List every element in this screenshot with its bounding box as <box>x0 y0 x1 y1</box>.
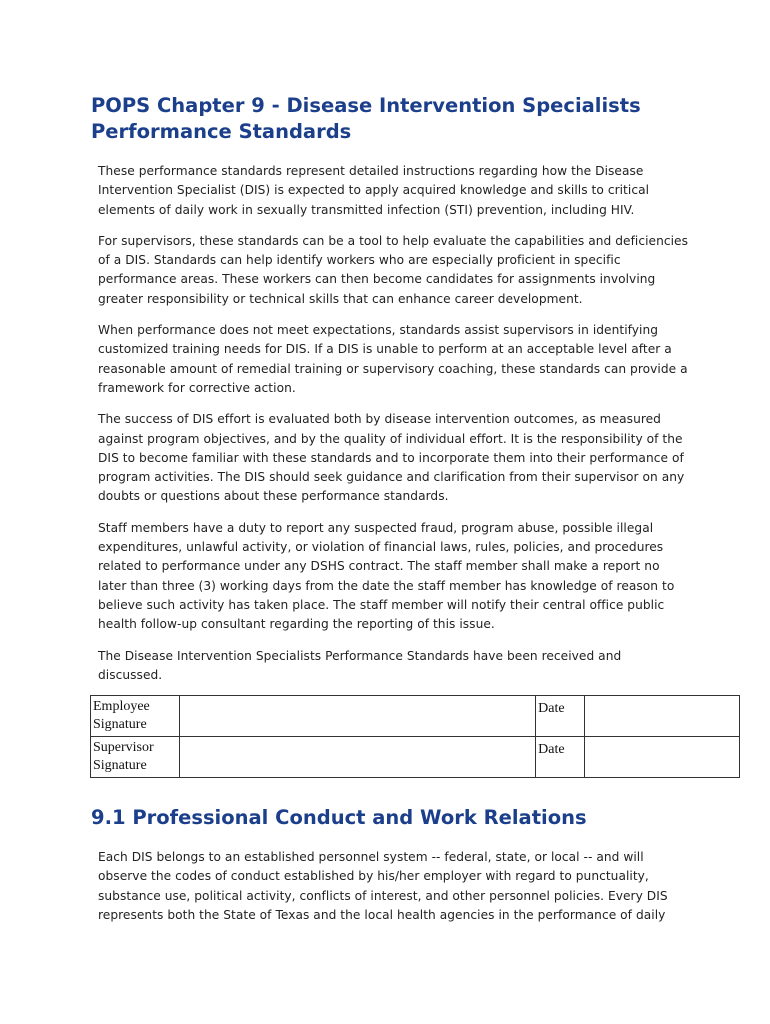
paragraph-conduct: Each DIS belongs to an established personnel system -- federal, state, or local -- and will observe the codes of conduct established by his/her employer with regard to punctuality, substance use, political activity, conflicts of interest, and other personnel policies. Every DIS represents both the State of Texas and the local health agencies in the performance of daily <box>98 850 668 922</box>
signature-table <box>90 695 740 778</box>
employee-date-field[interactable] <box>584 696 739 737</box>
intro-body <box>98 162 688 685</box>
signature-row-supervisor <box>91 737 740 778</box>
supervisor-signature-field[interactable] <box>179 737 535 778</box>
section-heading-9-1: 9.1 Professional Conduct and Work Relations <box>91 806 587 829</box>
section-9-1-body <box>98 848 688 925</box>
paragraph-intro: These performance standards represent detailed instructions regarding how the Disease Intervention Specialist (DIS) is expected to apply acquired knowledge and skills to critical elements of daily work in sexually transmitted infection (STI) prevention, including HIV. <box>98 164 650 217</box>
supervisor-signature-label: Supervisor Signature <box>91 737 180 778</box>
supervisor-date-field[interactable] <box>584 737 739 778</box>
employee-signature-label: Employee Signature <box>91 696 180 737</box>
supervisor-date-label: Date <box>536 737 585 778</box>
employee-signature-field[interactable] <box>179 696 535 737</box>
paragraph-success: The success of DIS effort is evaluated both by disease intervention outcomes, as measured against program objectives, and by the quality of individual effort. It is the responsibility of the DIS to become familiar with these standards and to incorporate them into their performance of program activities. The DIS should seek guidance and clarification from their supervisor on any doubts or questions about these performance standards. <box>98 412 685 504</box>
page-title: POPS Chapter 9 - Disease Intervention Specialists Performance Standards <box>91 94 641 143</box>
employee-date-label: Date <box>536 696 585 737</box>
paragraph-expectations: When performance does not meet expectations, standards assist supervisors in identifying customized training needs for DIS. If a DIS is unable to perform at an acceptable level after a reasonable amount of remedial training or supervisory coaching, these standards can provide a framework for corrective action. <box>98 323 688 395</box>
paragraph-supervisors: For supervisors, these standards can be a tool to help evaluate the capabilities and deficiencies of a DIS. Standards can help identify workers who are especially proficient in specific performance areas. These workers can then become candidates for assignments involving greater responsibility or technical skills that can enhance career development. <box>98 233 688 306</box>
paragraph-reporting: Staff members have a duty to report any suspected fraud, program abuse, possible illegal expenditures, unlawful activity, or violation of financial laws, rules, policies, and procedures related to performance under any DSHS contract. The staff member shall make a report no later than three (3) working days from the date the staff member has knowledge of reason to believe such activity has taken place. The staff member will notify their central office public health follow-up consultant regarding the reporting of this issue. <box>98 520 675 632</box>
signature-row-employee <box>91 696 740 737</box>
paragraph-acknowledgement: The Disease Intervention Specialists Performance Standards have been received and discussed. <box>98 648 622 682</box>
